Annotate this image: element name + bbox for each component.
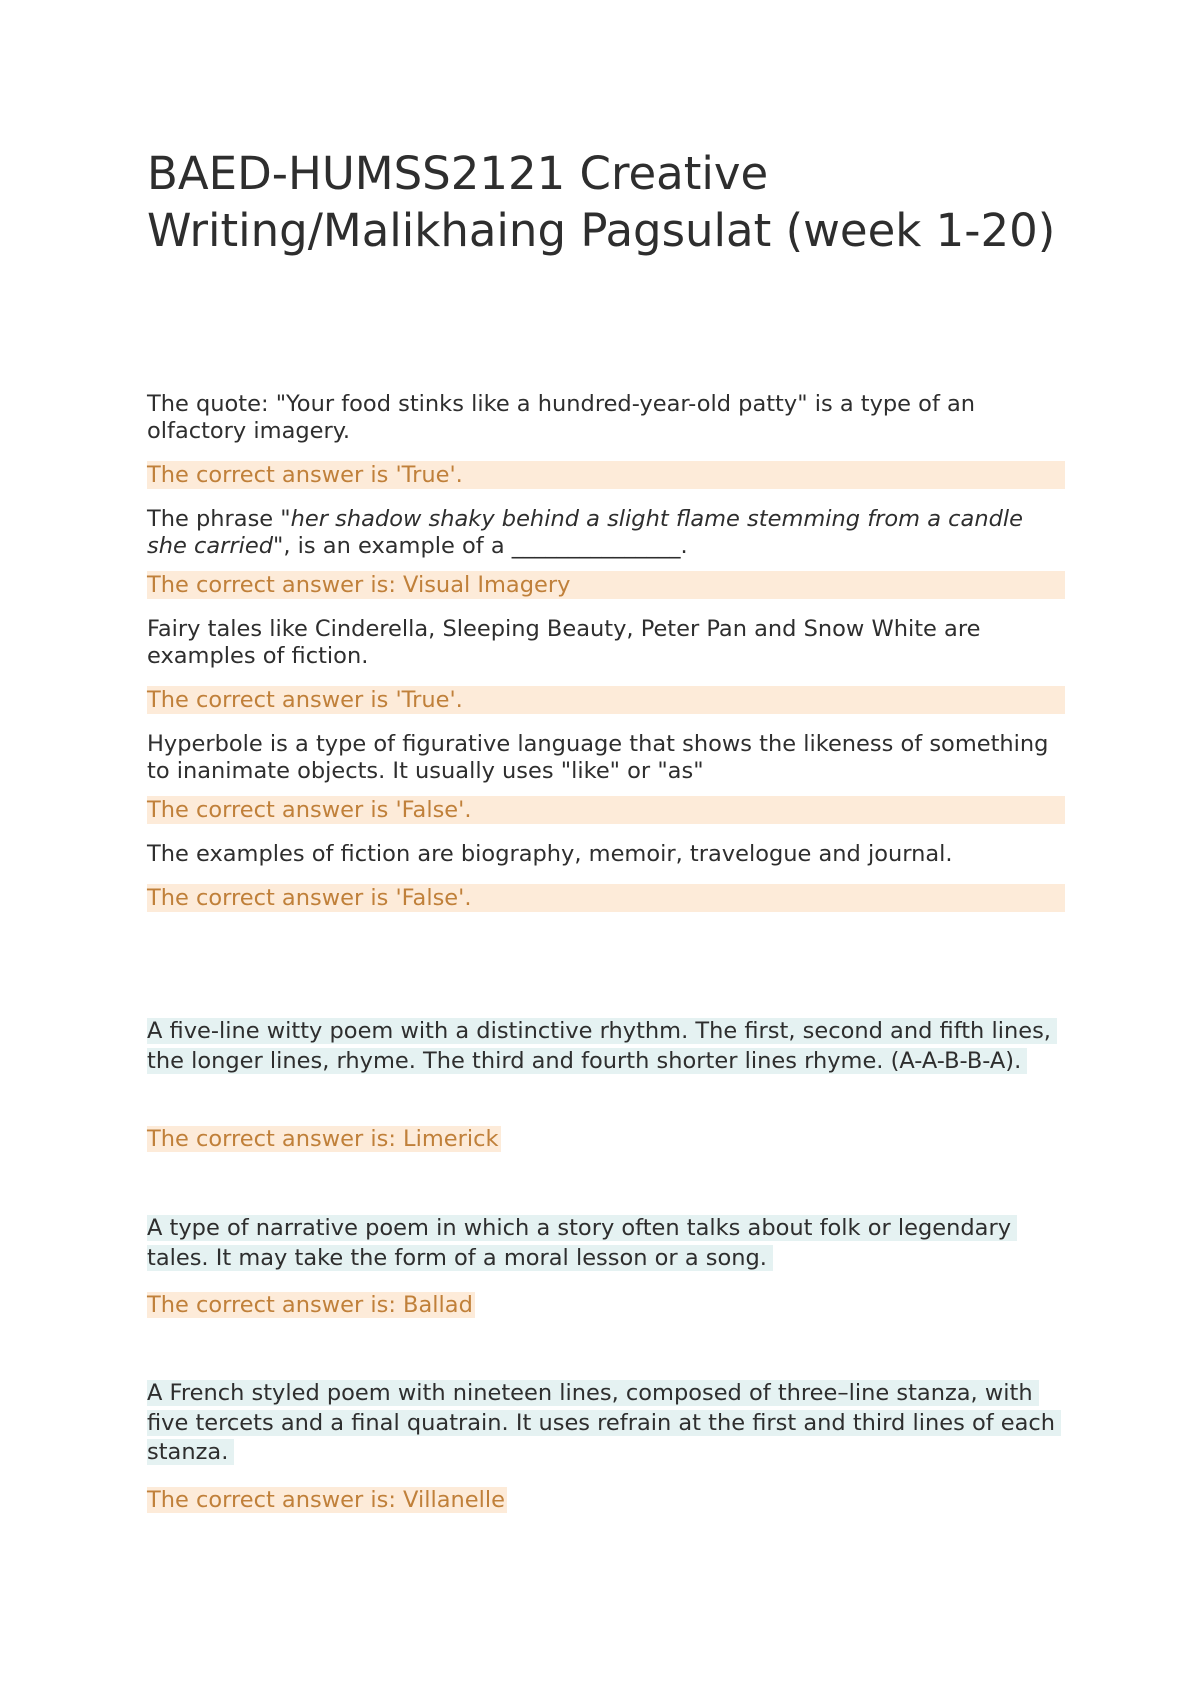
answer-7-text: The correct answer is: Ballad [147,1292,473,1318]
answer-3: The correct answer is 'True'. [147,686,1065,714]
question-1: The quote: "Your food stinks like a hundred-year-old patty" is a type of an olfactory imagery. [147,391,976,444]
answer-6 [147,1125,501,1153]
question-7 [147,1214,1065,1273]
answer-8-text: The correct answer is: Villanelle [147,1487,505,1513]
question-2-italic-phrase: her shadow shaky behind a slight flame stemming from a candle she carried [147,506,1023,559]
question-2-suffix: ", is an example of a _______________. [273,533,688,559]
answer-8 [147,1486,507,1514]
question-8 [147,1379,1065,1468]
answer-6-text: The correct answer is: Limerick [147,1126,499,1152]
question-5: The examples of fiction are biography, memoir, travelogue and journal. [147,841,953,867]
answer-5: The correct answer is 'False'. [147,884,1065,912]
answer-1: The correct answer is 'True'. [147,461,1065,489]
question-6-text: A five-line witty poem with a distinctive rhythm. The first, second and fifth lines, the longer lines, rhyme. The third and fourth shorter lines rhyme. (A-A-B-B-A). [147,1018,1057,1074]
question-4: Hyperbole is a type of figurative language that shows the likeness of something to inanimate objects. It usually uses "like" or "as" [147,731,1049,784]
answer-2: The correct answer is: Visual Imagery [147,571,1065,599]
question-8-text: A French styled poem with nineteen lines, composed of three–line stanza, with five tercets and a final quatrain. It uses refrain at the first and third lines of each stanza. [147,1380,1061,1465]
question-7-text: A type of narrative poem in which a story often talks about folk or legendary tales. It may take the form of a moral lesson or a song. [147,1215,1017,1271]
question-3: Fairy tales like Cinderella, Sleeping Beauty, Peter Pan and Snow White are examples of fiction. [147,616,981,669]
answer-7 [147,1291,475,1319]
question-2 [147,506,1065,560]
question-6 [147,1017,1065,1076]
answer-4: The correct answer is 'False'. [147,796,1065,824]
question-2-prefix: The phrase " [147,506,291,532]
document-title: BAED-HUMSS2121 Creative Writing/Malikhaing Pagsulat (week 1-20) [147,147,1056,257]
